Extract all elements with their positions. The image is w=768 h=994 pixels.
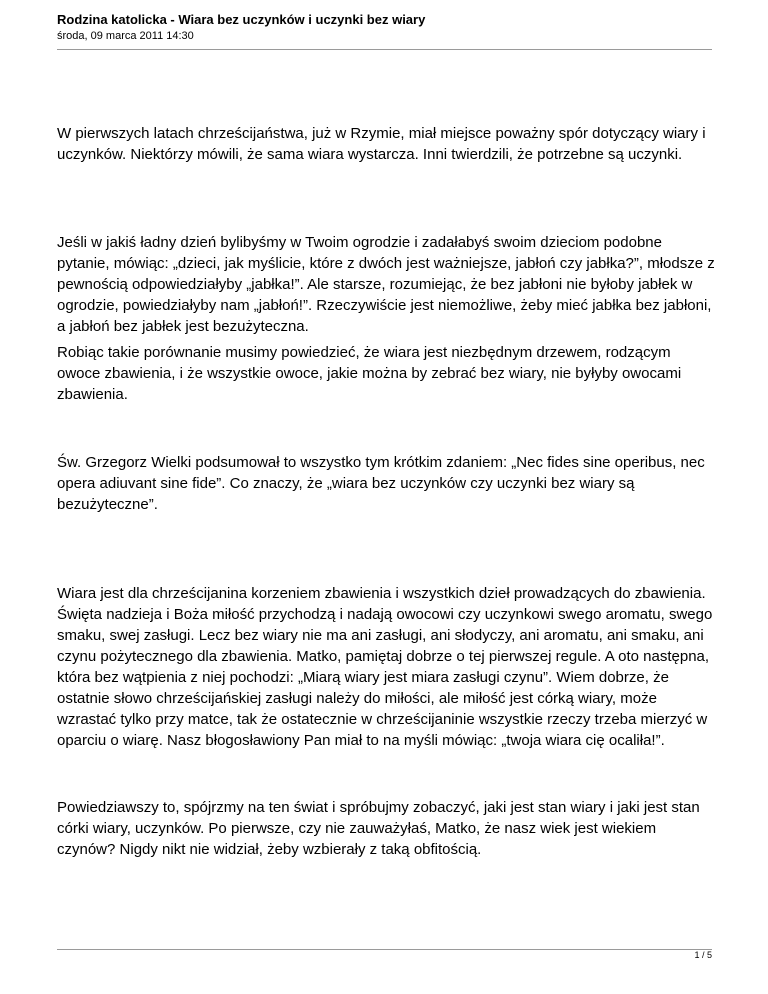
document-title: Rodzina katolicka - Wiara bez uczynków i uczynki bez wiary (57, 12, 426, 27)
footer-divider (57, 949, 712, 950)
document-header (57, 12, 712, 43)
paragraph: Powiedziawszy to, spójrzmy na ten świat i spróbujmy zobaczyć, jaki jest stan wiary i jaki jest stan córki wiary, uczynków. Po pierwsze, czy nie zauważyłaś, Matko, że nasz wiek jest wiekiem czynów? Nigdy nikt nie widział, żeby wzbierały z taką obfitością. (57, 799, 700, 858)
paragraph: Wiara jest dla chrześcijanina korzeniem zbawienia i wszystkich dzieł prowadzących do zbawienia. Święta nadzieja i Boża miłość przychodzą i nadają owocowi czy uczynkowi swego aromatu, swego smaku, swej zasługi. Lecz bez wiary nie ma ani zasługi, ani słodyczy, ani aromatu, ani smaku, ani czynu pożytecznego dla zbawienia. Matko, pamiętaj dobrze o tej pierwszej regule. A oto następna, która bez wątpienia z niej pochodzi: „Miarą wiary jest miara zasługi czynu”. Wiem dobrze, że ostatnie słowo chrześcijańskiej zasługi należy do miłości, ale miłość jest córką wiary, może wzrastać tylko przy matce, tak że ostatecznie w chrześcijaninie wszystkie rzeczy trzeba mierzyć w oparciu o wiarę. Nasz błogosławiony Pan miał to na myśli mówiąc: „twoja wiara cię ocaliła!”. (57, 585, 713, 749)
page-number: 1 / 5 (694, 950, 712, 960)
paragraph: Jeśli w jakiś ładny dzień bylibyśmy w Twoim ogrodzie i zadałabyś swoim dzieciom podobne pytanie, mówiąc: „dzieci, jak myślicie, które z dwóch jest ważniejsze, jabłoń czy jabłka?”, młodsze z pewnością odpowiedziałyby „jabłka!”. Ale starsze, rozumiejąc, że bez jabłoni nie byłoby jabłek w ogrodzie, powiedziałyby nam „jabłoń!”. Rzeczywiście jest niemożliwe, żeby mieć jabłka bez jabłoni, a jabłoń bez jabłek jest bezużyteczna. (57, 234, 715, 335)
paragraph: Św. Grzegorz Wielki podsumował to wszystko tym krótkim zdaniem: „Nec fides sine operibus, nec opera adiuvant sine fide”. Co znaczy, że „wiara bez uczynków czy uczynki bez wiary są bezużyteczne”. (57, 454, 705, 513)
publication-date: środa, 09 marca 2011 14:30 (57, 30, 194, 42)
paragraph: W pierwszych latach chrześcijaństwa, już w Rzymie, miał miejsce poważny spór dotyczący wiary i uczynków. Niektórzy mówili, że sama wiara wystarcza. Inni twierdzili, że potrzebne są uczynki. (57, 125, 706, 163)
paragraph: Robiąc takie porównanie musimy powiedzieć, że wiara jest niezbędnym drzewem, rodzącym owoce zbawienia, i że wszystkie owoce, jakie można by zebrać bez wiary, nie byłyby owocami zbawienia. (57, 344, 682, 403)
header-divider (57, 49, 712, 50)
